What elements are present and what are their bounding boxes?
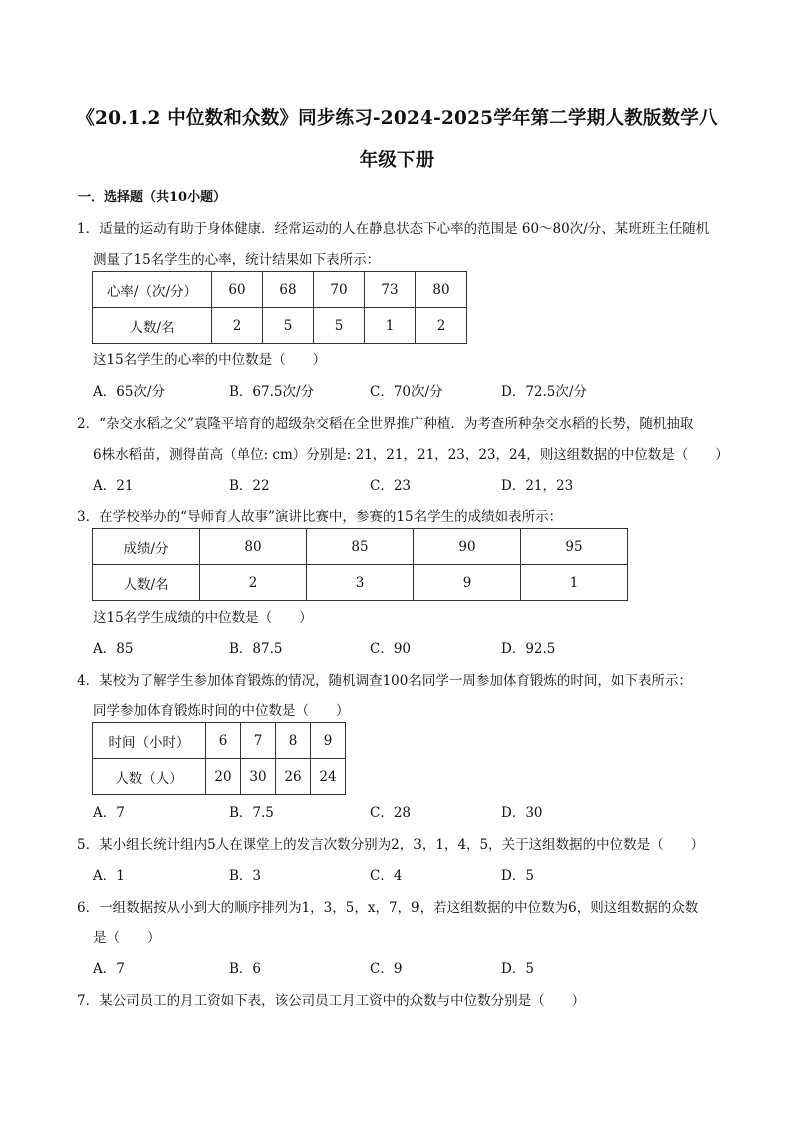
table-cell: 20 [206, 759, 241, 795]
table-row [93, 759, 346, 795]
option-b[interactable]: B．7.5 [229, 805, 274, 821]
table-header-row [93, 272, 467, 308]
option-c[interactable]: C．23 [370, 478, 412, 494]
table-cell: 2 [200, 565, 307, 601]
question-2-line-2: 6株水稻苗，测得苗高（单位: cm）分别是: 21，21，21，23，23，24，则这组数据的中位数是（ ） [93, 447, 729, 463]
table-cell: 5 [314, 308, 365, 344]
question-3-line-1: 3．在学校举办的“导师育人故事”演讲比赛中，参赛的15名学生的成绩如表所示： [77, 509, 563, 525]
option-c[interactable]: C．90 [370, 641, 412, 657]
question-1-table [92, 271, 467, 344]
section-heading: 一．选择题（共10小题） [78, 190, 227, 205]
document-title-line-1: 《20.1.2 中位数和众数》同步练习-2024-2025学年第二学期人教版数学八 [76, 108, 718, 129]
table-cell: 90 [414, 529, 521, 565]
option-b[interactable]: B．6 [229, 961, 262, 977]
table-cell: 成绩/分 [93, 529, 200, 565]
question-6-line-1: 6．一组数据按从小到大的顺序排列为1，3，5，x，7，9，若这组数据的中位数为6，则这组数据的众数 [77, 900, 699, 916]
option-c[interactable]: C．9 [370, 961, 403, 977]
option-b[interactable]: B．3 [229, 868, 262, 884]
option-b[interactable]: B．67.5次/分 [229, 384, 315, 400]
question-2-options [93, 474, 713, 494]
table-cell: 85 [307, 529, 414, 565]
option-a[interactable]: A．7 [93, 961, 125, 977]
option-a[interactable]: A．1 [93, 868, 125, 884]
question-1-line-2: 测量了15名学生的心率，统计结果如下表所示： [93, 252, 381, 268]
option-c[interactable]: C．70次/分 [370, 384, 443, 400]
question-5-line-1: 5．某小组长统计组内5人在课堂上的发言次数分别为2，3，1，4，5，关于这组数据的中位数是（ ） [77, 837, 705, 853]
option-c[interactable]: C．28 [370, 805, 412, 821]
question-2-line-1: 2．“杂交水稻之父”袁隆平培育的超级杂交稻在全世界推广种植．为考查所种杂交水稻的长势，随机抽取 [77, 416, 694, 432]
option-d[interactable]: D．30 [501, 805, 543, 821]
option-a[interactable]: A．65次/分 [93, 384, 165, 400]
option-a[interactable]: A．85 [93, 641, 134, 657]
question-4-options [93, 801, 713, 821]
option-d[interactable]: D．92.5 [501, 641, 556, 657]
table-cell: 时间（小时） [93, 723, 206, 759]
table-cell: 9 [311, 723, 346, 759]
question-6-line-2: 是（ ） [93, 930, 161, 946]
table-cell: 7 [241, 723, 276, 759]
table-cell: 9 [414, 565, 521, 601]
table-cell: 30 [241, 759, 276, 795]
table-cell: 8 [276, 723, 311, 759]
option-c[interactable]: C．4 [370, 868, 403, 884]
question-1-options [93, 380, 713, 400]
table-cell: 心率/（次/分） [93, 272, 212, 308]
option-d[interactable]: D．72.5次/分 [501, 384, 587, 400]
question-4-line-1: 4．某校为了解学生参加体育锻炼的情况，随机调查100名同学一周参加体育锻炼的时间，如下表所示： [77, 673, 692, 689]
table-row [93, 308, 467, 344]
table-cell: 73 [365, 272, 416, 308]
question-4-line-2: 同学参加体育锻炼时间的中位数是（ ） [93, 703, 350, 719]
option-b[interactable]: B．87.5 [229, 641, 283, 657]
question-7-line-1: 7．某公司员工的月工资如下表，该公司员工月工资中的众数与中位数分别是（ ） [77, 993, 586, 1009]
table-cell: 1 [365, 308, 416, 344]
table-cell: 24 [311, 759, 346, 795]
table-cell: 人数（人） [93, 759, 206, 795]
option-d[interactable]: D．21，23 [501, 478, 574, 494]
table-cell: 3 [307, 565, 414, 601]
option-b[interactable]: B．22 [229, 478, 270, 494]
question-4-table [92, 722, 346, 795]
option-d[interactable]: D．5 [501, 868, 534, 884]
table-header-row [93, 529, 628, 565]
question-1-stem: 这15名学生的心率的中位数是（ ） [93, 352, 327, 368]
question-3-stem: 这15名学生成绩的中位数是（ ） [93, 610, 313, 626]
table-cell: 80 [416, 272, 467, 308]
table-row [93, 565, 628, 601]
question-1-line-1: 1．适量的运动有助于身体健康．经常运动的人在静息状态下心率的范围是 60～80次/分、某班班主任随机 [77, 221, 710, 237]
table-cell: 80 [200, 529, 307, 565]
question-5-options [93, 864, 713, 884]
table-cell: 68 [263, 272, 314, 308]
table-cell: 26 [276, 759, 311, 795]
option-d[interactable]: D．5 [501, 961, 534, 977]
question-6-options [93, 957, 713, 977]
table-cell: 70 [314, 272, 365, 308]
table-cell: 6 [206, 723, 241, 759]
table-cell: 60 [212, 272, 263, 308]
table-cell: 1 [521, 565, 628, 601]
question-3-options [93, 637, 713, 657]
table-cell: 2 [212, 308, 263, 344]
option-a[interactable]: A．7 [93, 805, 125, 821]
table-cell: 95 [521, 529, 628, 565]
table-cell: 2 [416, 308, 467, 344]
table-cell: 5 [263, 308, 314, 344]
option-a[interactable]: A．21 [93, 478, 134, 494]
document-title-line-2: 年级下册 [359, 150, 435, 171]
table-cell: 人数/名 [93, 308, 212, 344]
table-cell: 人数/名 [93, 565, 200, 601]
question-3-table [92, 528, 628, 601]
table-header-row [93, 723, 346, 759]
